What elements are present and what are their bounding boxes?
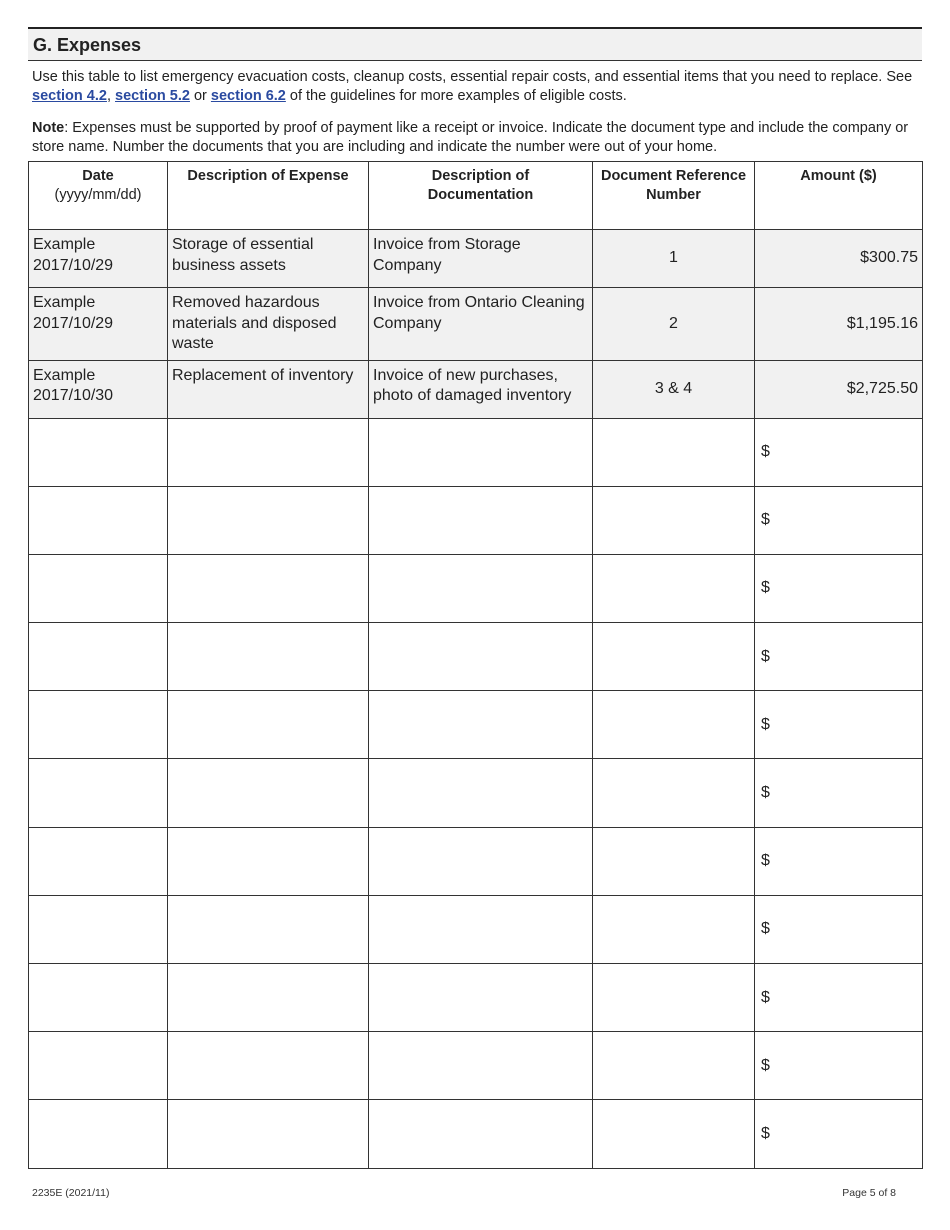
documentation-field[interactable]	[369, 964, 593, 1032]
description-field[interactable]	[168, 418, 369, 486]
reference-field[interactable]	[593, 964, 755, 1032]
intro-paragraph	[32, 68, 920, 106]
page-number: Page 5 of 8	[842, 1187, 896, 1199]
example-date: Example 2017/10/29	[29, 230, 168, 288]
expenses-table	[28, 161, 923, 1169]
header-reference: Document Reference Number	[593, 162, 755, 230]
header-description: Description of Expense	[168, 162, 369, 230]
example-date: Example 2017/10/29	[29, 288, 168, 361]
amount-field[interactable]	[755, 759, 923, 827]
currency-symbol: $	[761, 920, 770, 938]
entry-row	[29, 418, 923, 486]
example-description: Storage of essential business assets	[168, 230, 369, 288]
description-field[interactable]	[168, 827, 369, 895]
example-amount: $1,195.16	[755, 288, 923, 361]
currency-symbol: $	[761, 579, 770, 597]
example-row	[29, 360, 923, 418]
description-field[interactable]	[168, 895, 369, 963]
amount-field[interactable]	[755, 895, 923, 963]
date-field[interactable]	[29, 623, 168, 691]
amount-field[interactable]	[755, 418, 923, 486]
reference-field[interactable]	[593, 1100, 755, 1168]
reference-field[interactable]	[593, 554, 755, 622]
date-field[interactable]	[29, 418, 168, 486]
entry-row	[29, 1032, 923, 1100]
example-date: Example 2017/10/30	[29, 360, 168, 418]
example-reference: 1	[593, 230, 755, 288]
date-field[interactable]	[29, 554, 168, 622]
documentation-field[interactable]	[369, 418, 593, 486]
intro-separator: ,	[106, 88, 116, 104]
entry-row	[29, 964, 923, 1032]
intro-text: Use this table to list emergency evacuation costs, cleanup costs, essential repair costs, and essential items that you need to replace. See	[32, 69, 913, 85]
entry-row	[29, 1100, 923, 1168]
header-date-format: (yyyy/mm/dd)	[54, 187, 142, 203]
currency-symbol: $	[761, 852, 770, 870]
description-field[interactable]	[168, 1032, 369, 1100]
date-field[interactable]	[29, 964, 168, 1032]
header-amount: Amount ($)	[755, 162, 923, 230]
documentation-field[interactable]	[369, 1032, 593, 1100]
intro-text-end: of the guidelines for more examples of eligible costs.	[285, 88, 627, 104]
documentation-field[interactable]	[369, 623, 593, 691]
amount-field[interactable]	[755, 486, 923, 554]
documentation-field[interactable]	[369, 1100, 593, 1168]
date-field[interactable]	[29, 486, 168, 554]
entry-row	[29, 486, 923, 554]
description-field[interactable]	[168, 759, 369, 827]
description-field[interactable]	[168, 554, 369, 622]
header-date: Date (yyyy/mm/dd)	[29, 162, 168, 230]
entry-row	[29, 623, 923, 691]
link-section-6-2[interactable]: section 6.2	[210, 88, 286, 104]
note-label: Note	[32, 120, 65, 136]
date-field[interactable]	[29, 691, 168, 759]
description-field[interactable]	[168, 1100, 369, 1168]
reference-field[interactable]	[593, 1032, 755, 1100]
date-field[interactable]	[29, 759, 168, 827]
reference-field[interactable]	[593, 827, 755, 895]
example-amount: $2,725.50	[755, 360, 923, 418]
entry-row	[29, 827, 923, 895]
amount-field[interactable]	[755, 554, 923, 622]
entry-row	[29, 554, 923, 622]
example-row	[29, 230, 923, 288]
reference-field[interactable]	[593, 623, 755, 691]
documentation-field[interactable]	[369, 691, 593, 759]
entry-row	[29, 691, 923, 759]
amount-field[interactable]	[755, 691, 923, 759]
date-field[interactable]	[29, 895, 168, 963]
reference-field[interactable]	[593, 691, 755, 759]
note-text: : Expenses must be supported by proof of payment like a receipt or invoice. Indicate the document type and include the company or store name. Number the documents that you are including and indicate the number were out of your home.	[32, 120, 909, 155]
documentation-field[interactable]	[369, 486, 593, 554]
reference-field[interactable]	[593, 895, 755, 963]
documentation-field[interactable]	[369, 895, 593, 963]
reference-field[interactable]	[593, 418, 755, 486]
amount-field[interactable]	[755, 1032, 923, 1100]
documentation-field[interactable]	[369, 554, 593, 622]
example-reference: 2	[593, 288, 755, 361]
currency-symbol: $	[761, 443, 770, 461]
example-documentation: Invoice from Ontario Cleaning Company	[369, 288, 593, 361]
amount-field[interactable]	[755, 623, 923, 691]
amount-field[interactable]	[755, 1100, 923, 1168]
example-row	[29, 288, 923, 361]
example-documentation: Invoice of new purchases, photo of damaged inventory	[369, 360, 593, 418]
currency-symbol: $	[761, 715, 770, 733]
entry-row	[29, 895, 923, 963]
currency-symbol: $	[761, 511, 770, 529]
header-documentation: Description of Documentation	[369, 162, 593, 230]
amount-field[interactable]	[755, 827, 923, 895]
amount-field[interactable]	[755, 964, 923, 1032]
reference-field[interactable]	[593, 759, 755, 827]
form-id: 2235E (2021/11)	[32, 1187, 110, 1199]
example-description: Replacement of inventory	[168, 360, 369, 418]
documentation-field[interactable]	[369, 759, 593, 827]
section-title: G. Expenses	[33, 35, 142, 55]
intro-separator: or	[189, 88, 211, 104]
currency-symbol: $	[761, 647, 770, 665]
description-field[interactable]	[168, 623, 369, 691]
table-header-row	[29, 162, 923, 230]
currency-symbol: $	[761, 1124, 770, 1142]
section-header	[28, 27, 922, 61]
date-field[interactable]	[29, 827, 168, 895]
description-field[interactable]	[168, 964, 369, 1032]
description-field[interactable]	[168, 486, 369, 554]
reference-field[interactable]	[593, 486, 755, 554]
documentation-field[interactable]	[369, 827, 593, 895]
description-field[interactable]	[168, 691, 369, 759]
example-amount: $300.75	[755, 230, 923, 288]
date-field[interactable]	[29, 1100, 168, 1168]
note-paragraph	[32, 119, 920, 157]
currency-symbol: $	[761, 1056, 770, 1074]
currency-symbol: $	[761, 784, 770, 802]
example-documentation: Invoice from Storage Company	[369, 230, 593, 288]
link-section-4-2[interactable]: section 4.2	[32, 88, 107, 104]
example-description: Removed hazardous materials and disposed waste	[168, 288, 369, 361]
date-field[interactable]	[29, 1032, 168, 1100]
example-reference: 3 & 4	[593, 360, 755, 418]
link-section-5-2[interactable]: section 5.2	[115, 88, 190, 104]
entry-row	[29, 759, 923, 827]
currency-symbol: $	[761, 988, 770, 1006]
